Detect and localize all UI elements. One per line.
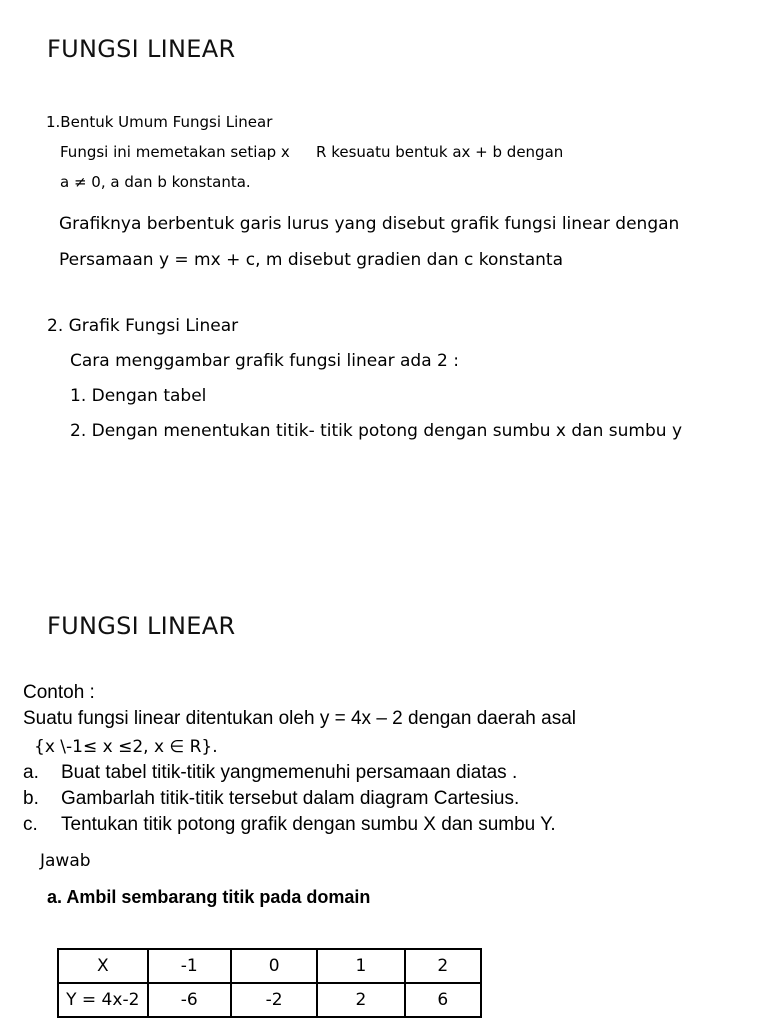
table-row	[58, 983, 481, 1017]
equation-description: Persamaan y = mx + c, m disebut gradien dan c konstanta	[59, 250, 564, 270]
section1-heading: 1.Bentuk Umum Fungsi Linear	[46, 113, 273, 131]
graph-description: Grafiknya berbentuk garis lurus yang disebut grafik fungsi linear dengan	[59, 214, 680, 234]
domain-set: {x \-1≤ x ≤2, x ∈ R}.	[34, 737, 218, 757]
slide2-title: FUNGSI LINEAR	[47, 612, 236, 640]
table-cell: 0	[231, 949, 317, 983]
table-cell: 2	[405, 949, 481, 983]
method-2: 2. Dengan menentukan titik- titik potong dengan sumbu x dan sumbu y	[70, 421, 682, 441]
example-text: Suatu fungsi linear ditentukan oleh y = 4x – 2 dengan daerah asal	[23, 708, 576, 729]
definition-line-1a: Fungsi ini memetakan setiap x	[60, 143, 290, 161]
section2-heading: 2. Grafik Fungsi Linear	[47, 316, 239, 336]
definition-line-1b: R kesuatu bentuk ax + b dengan	[316, 143, 564, 161]
values-table	[57, 948, 482, 1018]
task-b-text: Gambarlah titik-titik tersebut dalam diagram Cartesius.	[61, 788, 520, 809]
answer-a-heading: a. Ambil sembarang titik pada domain	[47, 887, 371, 907]
task-c-marker: c.	[23, 814, 38, 835]
task-a-text: Buat tabel titik-titik yangmemenuhi persamaan diatas .	[61, 762, 518, 783]
table-row	[58, 949, 481, 983]
answer-label: Jawab	[40, 851, 91, 871]
table-cell: Y = 4x-2	[58, 983, 148, 1017]
method-1: 1. Dengan tabel	[70, 386, 207, 406]
slide1-title: FUNGSI LINEAR	[47, 35, 236, 63]
task-c-text: Tentukan titik potong grafik dengan sumbu X dan sumbu Y.	[61, 814, 556, 835]
table-cell: 6	[405, 983, 481, 1017]
table-cell: -1	[148, 949, 231, 983]
definition-line-2: a ≠ 0, a dan b konstanta.	[60, 173, 251, 191]
task-b-marker: b.	[23, 788, 39, 809]
table-cell: X	[58, 949, 148, 983]
task-a-marker: a.	[23, 762, 39, 783]
table-cell: 1	[317, 949, 404, 983]
section2-intro: Cara menggambar grafik fungsi linear ada 2 :	[70, 351, 459, 371]
table-cell: -6	[148, 983, 231, 1017]
example-label: Contoh :	[23, 682, 95, 703]
table-cell: -2	[231, 983, 317, 1017]
table-cell: 2	[317, 983, 404, 1017]
